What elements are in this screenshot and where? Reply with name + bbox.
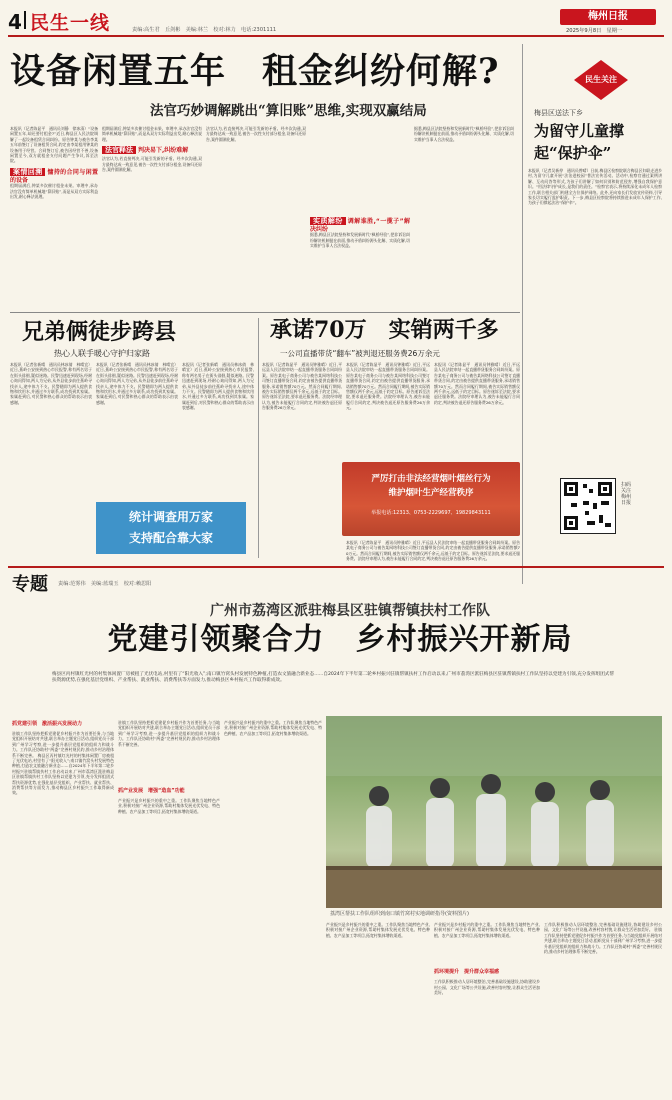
feature-sub1-body-b: 驻镇工作队坚持把抓党建促乡村振兴作为首要任务,与当地党组织开展结对共建,联合举办主题党日活动,组织党员干部到广州学习考察,进一步提升基层党组织的组织力和战斗力。工作队还协助村“两委”完善村规民约,推动乡村治理体系不断完善。 <box>118 720 220 747</box>
story-divider-2 <box>258 318 259 558</box>
feature-sub2: 抓产业发展 增强“造血”功能 <box>118 788 185 795</box>
lead-col-5 <box>414 126 514 336</box>
story3-body-3: 本报讯（记者陈显平 通讯员钟雅晴）近日,平远县人民法院审结一起直播带货服务合同纠纷案。原告某电子商务公司与被告某网络科技公司签订直播带货合同,约定由被告提供直播带货服务,承诺销售额70万元。然而合同履行期间,被告实际销售额仅两千余元,远低于约定目标。原告遂诉至法院,要求退还服务费。法院经审理认为,被告未能履行合同约定,判决被告退还原告服务费26万余元。 <box>434 362 520 405</box>
lead-body-3: 法官认为,若直接判决,可能引发新的矛盾。经多次沟通,双方最终达成一致意见,被告一次性支付部分租金,设备归还原告,案件圆满化解。 <box>102 156 202 173</box>
issue-date: 2025年9月8日 星期一 <box>566 28 623 34</box>
story3-body-2: 本报讯（记者陈显平 通讯员钟雅晴）近日,平远县人民法院审结一起直播带货服务合同纠纷案。原告某电子商务公司与被告某网络科技公司签订直播带货合同,约定由被告提供直播带货服务,承诺销售额70万元。然而合同履行期间,被告实际销售额仅两千余元,远低于约定目标。原告遂诉至法院,要求退还服务费。法院经审理认为,被告未能履行合同约定,判决被告退还原告服务费26万余元。 <box>346 362 430 411</box>
lead-col-1 <box>10 126 98 336</box>
feature-intro-text: 梅县区丙村镇红光村的村集体闲置厂房被租了光伏电站,村里有了“阳光收入”;南口镇竹窝头村发展特色种植,打造农文旅融合新业态……自2024年下半年第二轮乡村振兴驻镇帮镇扶村工作启动以来,广州市荔湾区派驻梅县区驻镇帮镇扶村工作队坚持以党建为引领,充分发挥组团式帮扶资源优势,在强化基层党组织、产业帮扶、就业帮扶、消费帮扶等方面发力,推动梅县区乡村振兴工作取得新成效。 <box>52 672 614 684</box>
lead-body-2b: 租期届满后,钟某多次催讨租金未果。审理中,承办法官没有简单机械地“算旧账”,而是从双方实际利益出发,耐心释法说理。 <box>102 126 202 142</box>
feature-sub2-body-c: 产业振兴是乡村振兴的重中之重。工作队聚焦当地特色产业,积极对接广州企业资源,帮助村集体发展光伏发电、特色种植、农产品加工等项目,拓宽村集体增收渠道。 <box>326 922 430 938</box>
lead-subtitle: 法官巧妙调解跳出“算旧账”思维,实现双赢结局 <box>150 103 427 119</box>
story3-body-4: 本报讯（记者陈显平 通讯员钟雅晴）近日,平远县人民法院审结一起直播带货服务合同纠纷案。原告某电子商务公司与被告某网络科技公司签订直播带货合同,约定由被告提供直播带货服务,承诺销售额70万元。然而合同履行期间,被告实际销售额仅两千余元,远低于约定目标。原告遂诉至法院,要求退还服务费。法院经审理认为,被告未能履行合同约定,判决被告退还原告服务费26万余元。 <box>346 540 520 562</box>
sidebar-badge <box>574 60 628 100</box>
header-editors: 责编:高生君 丘剑彬 美编:林兰 校对:林力 电话:2301111 <box>132 27 277 33</box>
feature-col-6 <box>544 922 662 1092</box>
qr-code-icon <box>561 479 615 533</box>
story3-col-3 <box>434 362 520 454</box>
lead-col-2 <box>102 126 202 336</box>
lead-label-1: 案情回溯 <box>10 168 45 176</box>
story-rule-1 <box>10 312 520 313</box>
story3-col-2 <box>346 362 430 454</box>
lead-col-3 <box>206 126 306 336</box>
sidebar-kicker: 梅县区送法下乡 <box>534 109 583 117</box>
feature-sub3-body: 工作队积极推动人居环境整治,完善基础设施建设,协助建设乡村公园、文化广场等公共设施,改善村容村貌,让群众生活更加美好。 <box>434 979 540 996</box>
sidebar-body-text: 本报讯（记者吴新停 通讯员曾晴）日前,梅县区检察院联合梅县区妇联走进乡村,为留守儿童开展“法治进校园”普法宣传活动。活动中,检察官通过案例讲解、互动问答等形式,为孩子们讲解了如何识别和防范侵害,增强自我保护意识。“用法律守护成长,是我们的责任。”检察官表示,将持续深化未成年人检察工作,联合相关部门构建全方位保护网络。此外,还向家长们发放宣传资料,引导家长切实履行监护职责。下一步,梅县区检察院将持续推进未成年人保护工作,为孩子们撑起法治“保护伞”。 <box>528 168 662 206</box>
feature-sub2-body: 产业振兴是乡村振兴的重中之重。工作队聚焦当地特色产业,积极对接广州企业资源,帮助村集体发展光伏发电、特色种植、农产品加工等项目,拓宽村集体增收渠道。 <box>118 798 220 814</box>
story3-ad <box>342 462 520 536</box>
page-number: 4 <box>8 10 22 34</box>
lead-body-4b: 据悉,梅县区法院坚持和发展新时代“枫桥经验”,把非诉讼纠纷解决机制挺在前面,推动矛盾纠纷源头化解、实质化解,切实维护当事人合法权益。 <box>414 126 514 142</box>
sidebar-badge-text: 民生关注 <box>585 75 617 84</box>
feature-photo-scene <box>326 716 662 908</box>
header-divider <box>24 11 26 29</box>
story3-col-1 <box>262 362 342 558</box>
story3-col-4 <box>346 540 520 562</box>
story2-col-1 <box>10 362 92 558</box>
feature-sub2-body-d: 产业振兴是乡村振兴的重中之重。工作队聚焦当地特色产业,积极对接广州企业资源,帮助村集体发展光伏发电、特色种植、农产品加工等项目,拓宽村集体增收渠道。 <box>434 922 540 938</box>
story2-ad <box>96 502 246 554</box>
feature-headline: 党建引领聚合力 乡村振兴开新局 <box>107 622 573 657</box>
story3-ad-line2: 维护烟叶生产经营秩序 <box>388 488 474 498</box>
sidebar-qr[interactable] <box>560 478 616 534</box>
lead-label-2: 法官释法 <box>102 146 136 154</box>
story2-ad-line1: 统计调查用万家 <box>128 510 213 524</box>
lead-headline: 设备闲置五年 租金纠纷何解? <box>10 51 500 92</box>
feature-col-5 <box>434 922 540 1092</box>
lead-body-2: 租期届满后,钟某多次催讨租金未果。审理中,承办法官没有简单机械地“算旧账”,而是从双方实际利益出发,耐心释法说理。 <box>10 183 98 200</box>
lead-label-1-rest: 慵持的合同与闲置的设备 <box>10 168 98 184</box>
story3-body-1: 本报讯（记者陈显平 通讯员钟雅晴）近日,平远县人民法院审结一起直播带货服务合同纠纷案。原告某电子商务公司与被告某网络科技公司签订直播带货合同,约定由被告提供直播带货服务,承诺销售额70万元。然而合同履行期间,被告实际销售额仅两千余元,远低于约定目标。原告遂诉至法院,要求退还服务费。法院经审理认为,被告未能履行合同约定,判决被告退还原告服务费26万余元。 <box>262 362 342 411</box>
feature-sub3: 抓环境提升 提升群众幸福感 <box>434 969 500 976</box>
feature-kicker: 广州市荔湾区派驻梅县区驻镇帮镇扶村工作队 <box>210 603 490 619</box>
story3-ad-line1: 严厉打击非法经营烟叶烟丝行为 <box>371 474 491 484</box>
lead-body-3b: 法官认为,若直接判决,可能引发新的矛盾。经多次沟通,双方最终达成一致意见,被告一次性支付部分租金,设备归还原告,案件圆满化解。 <box>206 126 306 142</box>
lead-label-3: 实质解纷 <box>310 217 346 225</box>
feature-editors: 责编:范雾伟 美编:蓝瑞玉 校对:赖思阳 <box>58 581 152 587</box>
lead-label-3-rest: 调解谁胜,“一揽子”解决纠纷 <box>310 218 410 233</box>
feature-sub1-body-c: 驻镇工作队坚持把抓党建促乡村振兴作为首要任务,与当地党组织开展结对共建,联合举办主题党日活动,组织党员干部到广州学习考察,进一步提升基层党组织的组织力和战斗力。工作队还协助村“两委”完善村规民约,推动乡村治理体系不断完善。 <box>544 927 662 955</box>
feature-section: 专题 <box>12 574 48 595</box>
qr-caption: 扫码关注梅州日报 <box>621 482 632 506</box>
lead-col-4 <box>310 126 410 336</box>
feature-col-3 <box>224 720 322 1092</box>
feature-intro <box>52 672 614 714</box>
lead-body-1: 本报讯（记者陈显平 通讯员刘静 徐冰清）“设备闲置五年,却还要付租金?”近日,梅县区人民法院调解了一起设备租赁合同纠纷。原告钟某与被告李某五年前签订了设备租赁合同,约定由李某租用钟某的设备用于经营。合同签订后,被告因经营不善,设备闲置至今,双方就租金支付问题产生争议,诉至法院。 <box>10 126 98 164</box>
feature-sub2-body-b: 产业振兴是乡村振兴的重中之重。工作队聚焦当地特色产业,积极对接广州企业资源,帮助村集体发展光伏发电、特色种植、农产品加工等项目,拓宽村集体增收渠道。 <box>224 720 322 736</box>
feature-sub1: 抓党建引领 激活振兴发展动力 <box>12 721 83 727</box>
sidebar-title: 为留守儿童撑起“保护伞” <box>534 122 625 162</box>
story2-headline: 兄弟俩徒步跨县 <box>22 319 177 345</box>
story2-ad-line2: 支持配合靠大家 <box>128 531 213 545</box>
paper-name: 梅州日报 <box>588 11 628 22</box>
lead-body-4: 据悉,梅县区法院坚持和发展新时代“枫桥经验”,把非诉讼纠纷解决机制挺在前面,推动矛盾纠纷源头化解、实质化解,切实维护当事人合法权益。 <box>310 232 410 249</box>
feature-col-4 <box>326 922 430 1092</box>
story2-body-2: 本报讯（记者张新晴 通讯员林冰倩 林晴宜）近日,蕉岭公安接到热心市民报警,称有两名男子在街头徘徊,疑似迷路。民警迅速赶到现场,经耐心询问得知,两人为兄弟,从外县徒步前往蕉岭寻找亲人,途中体力不支。民警随即为两人提供食物和饮用水,并通过多方联系,成功找到其家属。家属赶到后,对民警和热心群众的帮助表示由衷感谢。 <box>96 362 178 405</box>
section-title: 民生一线 <box>30 12 111 34</box>
paper-logo <box>560 9 656 25</box>
feature-rule <box>8 566 664 568</box>
story2-body-1: 本报讯（记者张新晴 通讯员林冰倩 林晴宜）近日,蕉岭公安接到热心市民报警,称有两名男子在街头徘徊,疑似迷路。民警迅速赶到现场,经耐心询问得知,两人为兄弟,从外县徒步前往蕉岭寻找亲人,途中体力不支。民警随即为两人提供食物和饮用水,并通过多方联系,成功找到其家属。家属赶到后,对民警和热心群众的帮助表示由衷感谢。 <box>10 362 92 405</box>
feature-col-2 <box>118 720 220 1092</box>
header-rule <box>8 35 664 37</box>
story3-subtitle: 一公司直播带货“翻车”被判退还服务费26万余元 <box>280 349 440 358</box>
story2-body-3: 本报讯（记者张新晴 通讯员林冰倩 林晴宜）近日,蕉岭公安接到热心市民报警,称有两名男子在街头徘徊,疑似迷路。民警迅速赶到现场,经耐心询问得知,两人为兄弟,从外县徒步前往蕉岭寻找亲人,途中体力不支。民警随即为两人提供食物和饮用水,并通过多方联系,成功找到其家属。家属赶到后,对民警和热心群众的帮助表示由衷感谢。 <box>182 362 254 411</box>
story3-headline: 承诺70万 实销两千多 <box>270 317 499 343</box>
page-header <box>0 0 672 38</box>
sidebar-body <box>528 168 662 468</box>
story2-subtitle: 热心人联手暖心守护归家路 <box>54 349 150 358</box>
feature-sub1-body: 驻镇工作队坚持把抓党建促乡村振兴作为首要任务,与当地党组织开展结对共建,联合举办主题党日活动,组织党员干部到广州学习考察,进一步提升基层党组织的组织力和战斗力。工作队还协助村“两委”完善村规民约,推动乡村治理体系不断完善。 <box>12 731 114 758</box>
feature-photo <box>326 716 662 908</box>
feature-photo-caption: 荔湾区帮扶工作队组织到南口镇竹窝村实地调研指导(资料图片) <box>330 911 469 917</box>
story2-col-2 <box>96 362 178 496</box>
feature-col-1 <box>12 720 114 1092</box>
lead-label-2-rest: 判决易下,纠纷难解 <box>138 147 189 155</box>
feature-sub3-body-b: 工作队积极推动人居环境整治,完善基础设施建设,协助建设乡村公园、文化广场等公共设施,改善村容村貌,让群众生活更加美好。 <box>544 922 662 933</box>
story3-ad-phone: 举报电话:12313、0753-2229697、19829843111 <box>371 510 491 516</box>
story2-col-3 <box>182 362 254 496</box>
feature-intro-repeat: 梅县区丙村镇红光村的村集体闲置厂房被租了光伏电站,村里有了“阳光收入”;南口镇竹窝头村发展特色种植,打造农文旅融合新业态……自2024年下半年第二轮乡村振兴驻镇帮镇扶村工作启动以来,广州市荔湾区派驻梅县区驻镇帮镇扶村工作队坚持以党建为引领,充分发挥组团式帮扶资源优势,在强化基层党组织、产业帮扶、就业帮扶、消费帮扶等方面发力,推动梅县区乡村振兴工作取得新成效。 <box>12 752 115 796</box>
sidebar-divider <box>522 44 523 584</box>
